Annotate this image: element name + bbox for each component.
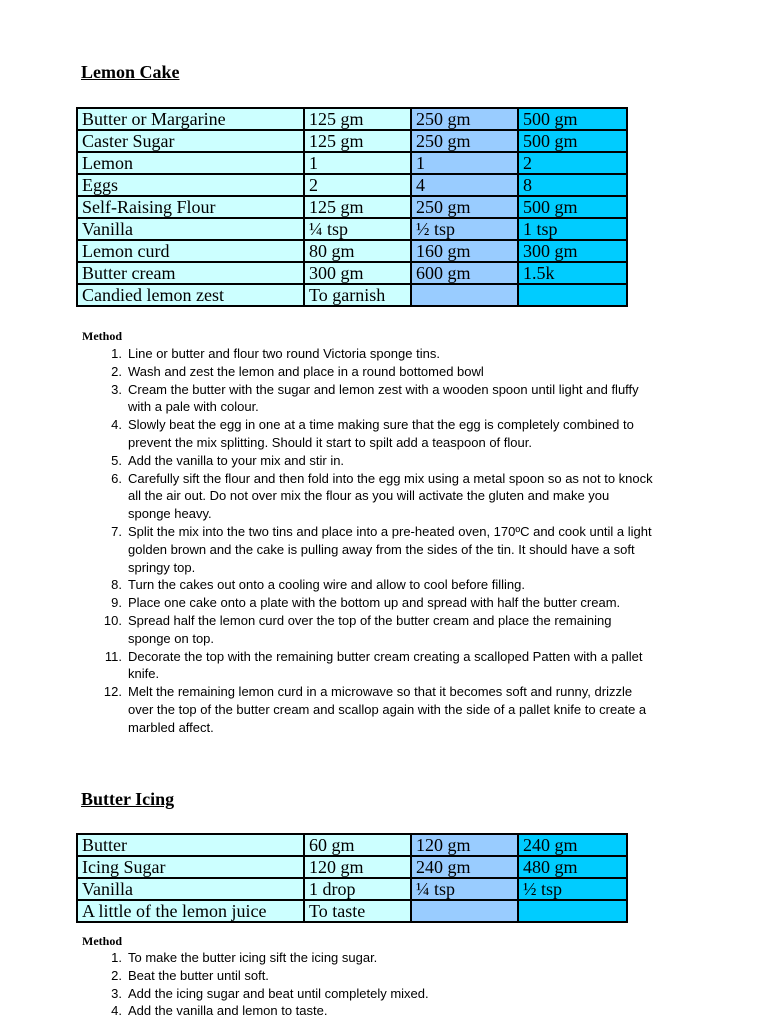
ingredient-quantity-cell: 1 (411, 152, 518, 174)
ingredient-quantity-cell: 1.5k (518, 262, 627, 284)
step-number: 3. (111, 381, 122, 397)
ingredient-quantity-cell: ¼ tsp (304, 218, 411, 240)
step-text: Decorate the top with the remaining butter cream creating a scalloped Patten with a pallet knife. (128, 648, 643, 682)
ingredient-quantity-cell: 1 drop (304, 878, 411, 900)
ingredient-name-cell: Butter or Margarine (77, 108, 304, 130)
method-step (111, 381, 653, 417)
method-step (111, 345, 653, 363)
method-step (111, 363, 653, 381)
step-number: 5. (111, 452, 122, 468)
method-step (111, 523, 653, 576)
ingredient-name-cell: Butter (77, 834, 304, 856)
step-text: Line or butter and flour two round Victoria sponge tins. (128, 346, 440, 361)
ingredient-quantity-cell: 250 gm (411, 108, 518, 130)
ingredient-quantity-cell: 120 gm (304, 856, 411, 878)
step-number: 6. (111, 470, 122, 486)
ingredient-row (77, 900, 627, 922)
ingredient-name-cell: Lemon (77, 152, 304, 174)
step-text: Wash and zest the lemon and place in a round bottomed bowl (128, 363, 484, 379)
ingredient-quantity-cell: 2 (304, 174, 411, 196)
step-text: Beat the butter until soft. (128, 967, 269, 983)
method-step (111, 949, 653, 967)
step-number: 3. (111, 985, 122, 1001)
ingredient-quantity-cell: 500 gm (518, 108, 627, 130)
ingredient-row (77, 174, 627, 196)
step-text: Carefully sift the flour and then fold into the egg mix using a metal spoon so as not to knock all the air out. Do not over mix the flour as you will activate the gluten and make you sponge heavy. (128, 470, 653, 522)
ingredient-quantity-cell: 60 gm (304, 834, 411, 856)
butter-icing-title: Butter Icing (81, 789, 175, 809)
ingredient-quantity-cell: ½ tsp (411, 218, 518, 240)
butter-icing-method-heading: Method (82, 934, 122, 948)
ingredient-row (77, 196, 627, 218)
step-number: 10. (103, 612, 122, 628)
ingredient-quantity-cell (411, 900, 518, 922)
step-text: Melt the remaining lemon curd in a microwave so that it becomes soft and runny, drizzle over the top of the butter cream and scallop again with the side of a pallet knife to create a marbled affect. (128, 684, 647, 735)
ingredient-name-cell: A little of the lemon juice (77, 900, 304, 922)
method-step (111, 594, 653, 612)
step-number: 4. (111, 1003, 122, 1019)
ingredient-row (77, 218, 627, 240)
ingredient-name-cell: Eggs (77, 174, 304, 196)
ingredient-row (77, 834, 627, 856)
method-step (111, 967, 653, 985)
step-text: Add the icing sugar and beat until completely mixed. (128, 985, 429, 1001)
ingredient-quantity-cell: 125 gm (304, 196, 411, 218)
ingredient-quantity-cell: 80 gm (304, 240, 411, 262)
ingredient-quantity-cell: ½ tsp (518, 878, 627, 900)
ingredient-quantity-cell: 1 tsp (518, 218, 627, 240)
step-number: 1. (111, 950, 122, 965)
ingredient-quantity-cell: 500 gm (518, 130, 627, 152)
ingredient-quantity-cell: 160 gm (411, 240, 518, 262)
step-text: Place one cake onto a plate with the bottom up and spread with half the butter cream. (128, 595, 621, 611)
step-text: Add the vanilla and lemon to taste. (128, 1003, 328, 1019)
step-text: Spread half the lemon curd over the top of the butter cream and place the remaining sponge on top. (128, 612, 612, 646)
ingredient-quantity-cell: 120 gm (411, 834, 518, 856)
ingredient-quantity-cell: 500 gm (518, 196, 627, 218)
lemon-cake-method-steps (103, 345, 653, 737)
ingredient-name-cell: Caster Sugar (77, 130, 304, 152)
ingredient-quantity-cell: 600 gm (411, 262, 518, 284)
step-text: Add the vanilla to your mix and stir in. (128, 452, 345, 468)
method-step (111, 1002, 653, 1020)
ingredient-name-cell: Lemon curd (77, 240, 304, 262)
method-step (103, 683, 653, 736)
method-step (111, 985, 653, 1003)
step-number: 11. (104, 648, 122, 664)
ingredient-quantity-cell: 300 gm (304, 262, 411, 284)
step-number: 1. (111, 346, 122, 361)
method-step (111, 416, 653, 452)
ingredient-quantity-cell (518, 900, 627, 922)
lemon-cake-title: Lemon Cake (81, 62, 180, 82)
ingredient-quantity-cell: 1 (304, 152, 411, 174)
step-number: 2. (111, 363, 122, 379)
ingredient-name-cell: Vanilla (77, 878, 304, 900)
step-number: 7. (111, 523, 122, 539)
ingredient-name-cell: Butter cream (77, 262, 304, 284)
ingredient-quantity-cell: 240 gm (411, 856, 518, 878)
step-text: Cream the butter with the sugar and lemon zest with a wooden spoon until light and fluffy with a pale with colour. (128, 381, 639, 415)
ingredient-quantity-cell: 240 gm (518, 834, 627, 856)
ingredient-row (77, 284, 627, 306)
ingredient-name-cell: Candied lemon zest (77, 284, 304, 306)
ingredient-name-cell: Icing Sugar (77, 856, 304, 878)
step-text: Turn the cakes out onto a cooling wire and allow to cool before filling. (128, 577, 525, 593)
step-number: 2. (111, 967, 122, 983)
step-number: 8. (111, 577, 122, 593)
lemon-cake-ingredients-table (76, 107, 628, 307)
method-step (104, 648, 653, 684)
method-step (111, 452, 653, 470)
step-text: Split the mix into the two tins and place into a pre-heated oven, 170ºC and cook until a light golden brown and the cake is pulling away from the sides of the tin. It should have a soft springy top. (128, 523, 652, 575)
ingredient-quantity-cell (518, 284, 627, 306)
ingredient-row (77, 240, 627, 262)
ingredient-quantity-cell: 4 (411, 174, 518, 196)
ingredient-quantity-cell: 2 (518, 152, 627, 174)
step-text: To make the butter icing sift the icing sugar. (128, 950, 378, 965)
step-text: Slowly beat the egg in one at a time making sure that the egg is completely combined to prevent the mix splitting. Should it start to spilt add a teaspoon of flour. (128, 417, 634, 450)
ingredient-quantity-cell (411, 284, 518, 306)
ingredient-quantity-cell: ¼ tsp (411, 878, 518, 900)
ingredient-quantity-cell: 480 gm (518, 856, 627, 878)
ingredient-quantity-cell: To taste (304, 900, 411, 922)
ingredient-row (77, 130, 627, 152)
ingredient-quantity-cell: 250 gm (411, 130, 518, 152)
ingredient-quantity-cell: 300 gm (518, 240, 627, 262)
ingredient-row (77, 152, 627, 174)
ingredient-row (77, 878, 627, 900)
ingredient-quantity-cell: 250 gm (411, 196, 518, 218)
ingredient-quantity-cell: 125 gm (304, 130, 411, 152)
ingredient-row (77, 856, 627, 878)
ingredient-row (77, 262, 627, 284)
butter-icing-ingredients-table (76, 833, 628, 923)
ingredient-row (77, 108, 627, 130)
ingredient-name-cell: Vanilla (77, 218, 304, 240)
butter-icing-method-steps (111, 949, 653, 1020)
method-step (111, 576, 653, 594)
step-number: 12. (103, 684, 122, 700)
step-number: 9. (111, 595, 122, 611)
ingredient-quantity-cell: 8 (518, 174, 627, 196)
step-number: 4. (111, 417, 122, 433)
lemon-cake-method-heading: Method (82, 329, 122, 343)
method-step (111, 470, 653, 523)
method-step (103, 612, 653, 648)
ingredient-quantity-cell: 125 gm (304, 108, 411, 130)
ingredient-name-cell: Self-Raising Flour (77, 196, 304, 218)
ingredient-quantity-cell: To garnish (304, 284, 411, 306)
